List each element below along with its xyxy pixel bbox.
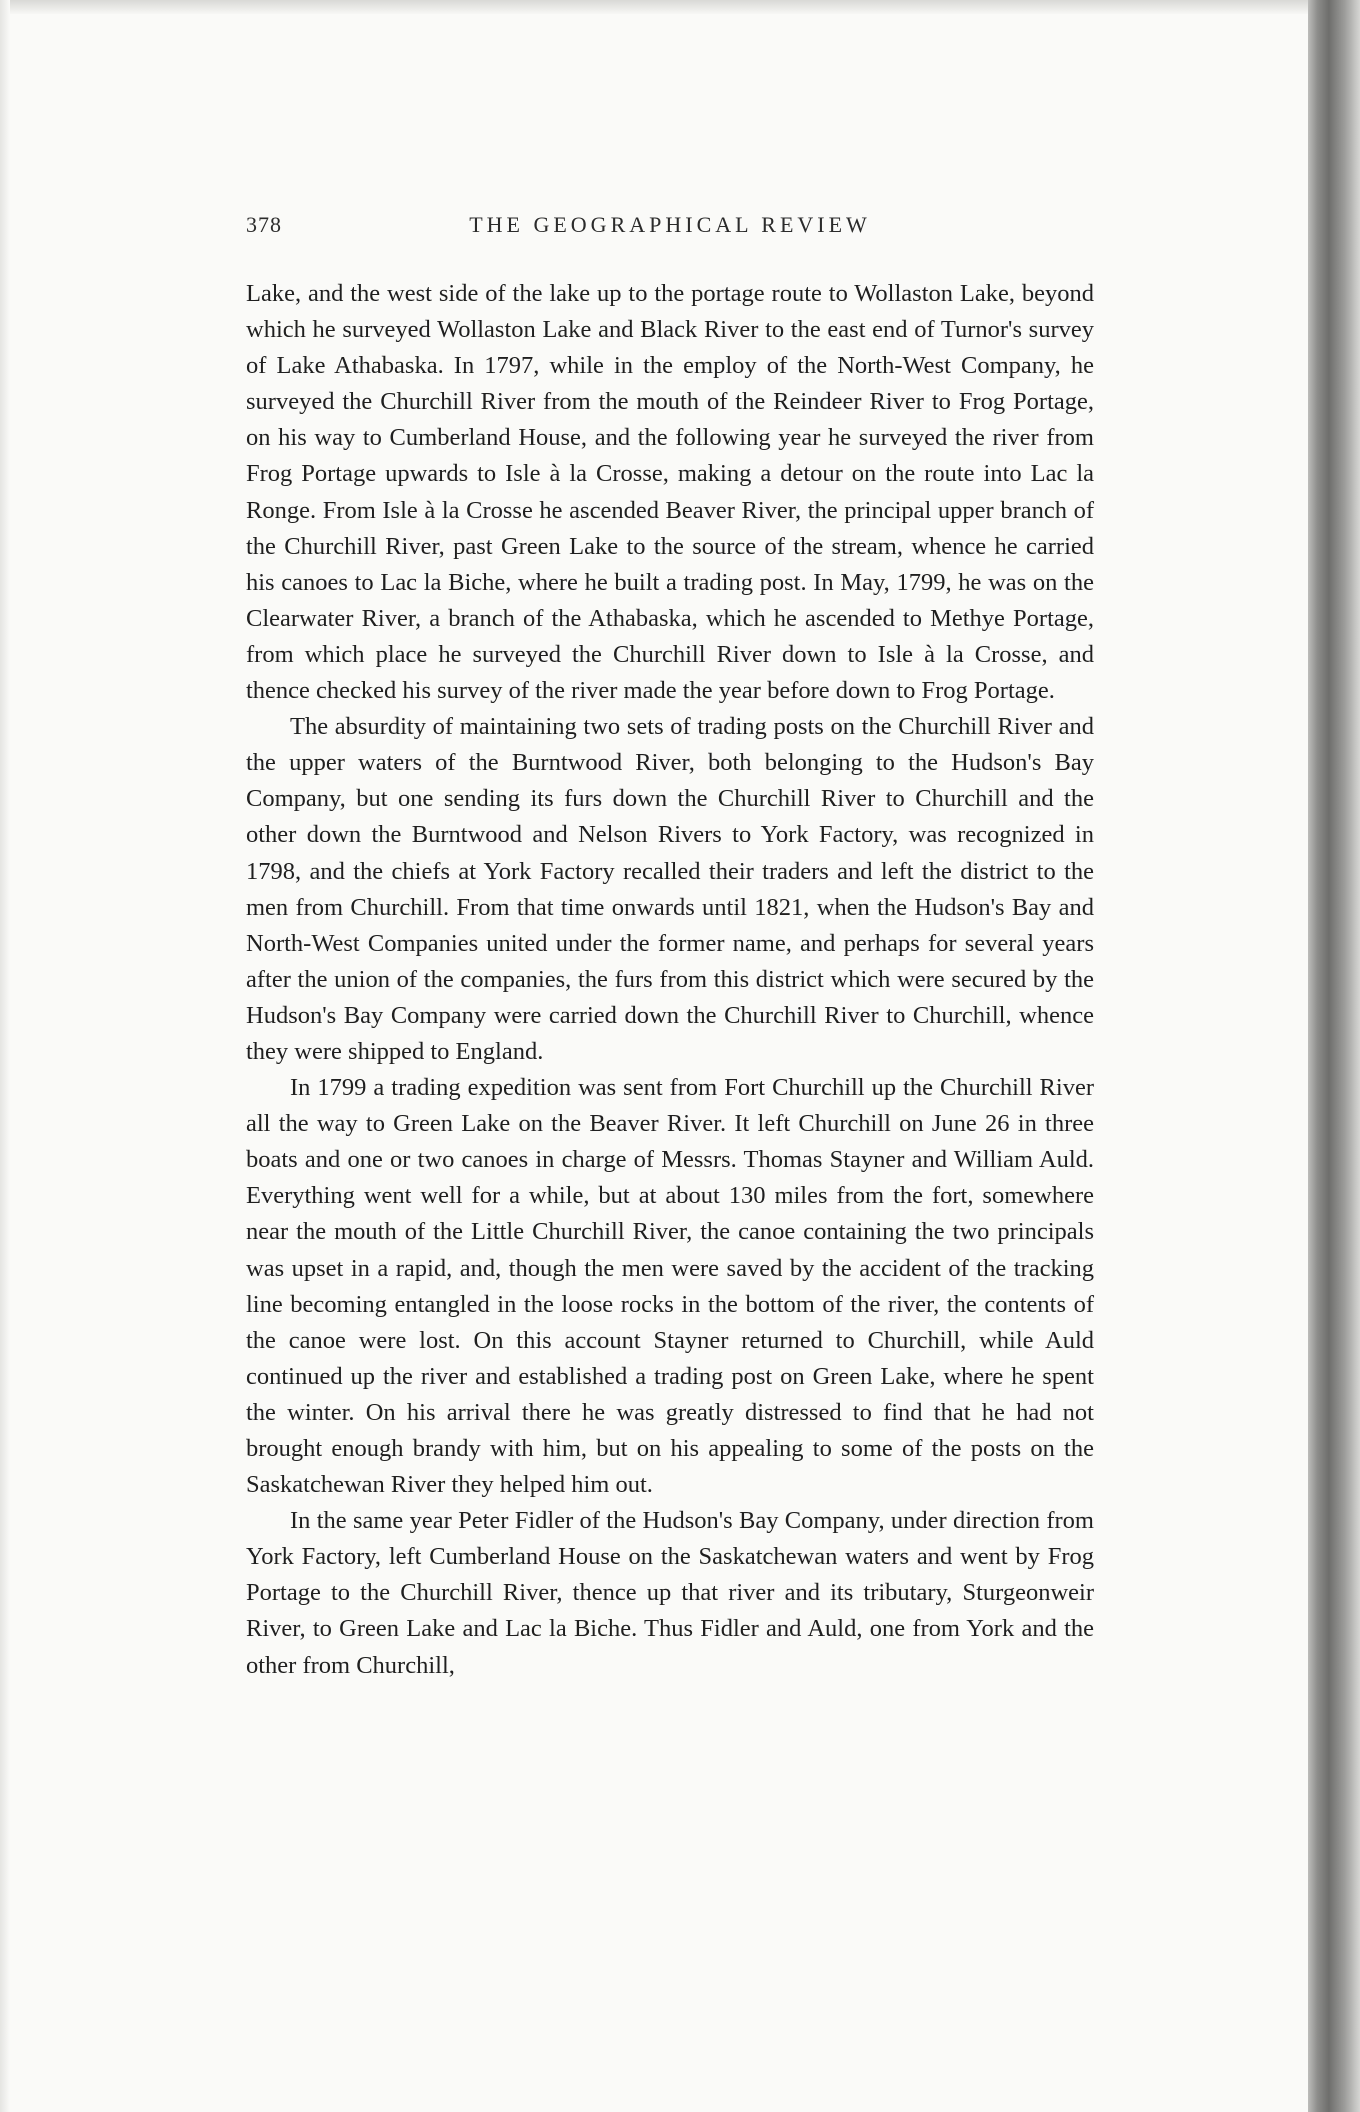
paragraph-4: In the same year Peter Fidler of the Hudson's Bay Company, under direction from York Factory, left Cumberland House on the Saskatchewan waters and went by Frog Portage to the Churchill River, thence up that river and its tributary, Sturgeonweir River, to Green Lake and Lac la Biche. Thus Fidler and Auld, one from York and the other from Churchill,: [246, 1507, 1094, 1679]
book-spine-shadow: [1308, 0, 1360, 2112]
paragraph-1: Lake, and the west side of the lake up to the portage route to Wollaston Lake, beyond which he surveyed Wollaston Lake and Black River to the east end of Turnor's survey of Lake Athabaska. In 1797, while in the employ of the North-West Company, he surveyed the Churchill River from the mouth of the Reindeer River to Frog Portage, on his way to Cumberland House, and the following year he surveyed the river from Frog Portage upwards to Isle à la Crosse, making a detour on the route into Lac la Ronge. From Isle à la Crosse he ascended Beaver River, the principal upper branch of the Churchill River, past Green Lake to the source of the stream, whence he carried his canoes to Lac la Biche, where he built a trading post. In May, 1799, he was on the Clearwater River, a branch of the Athabaska, which he ascended to Methye Portage, from which place he surveyed the Churchill River down to Isle à la Crosse, and thence checked his survey of the river made the year before down to Frog Portage.: [246, 280, 1094, 705]
body-text: [246, 276, 1094, 1684]
running-head: THE GEOGRAPHICAL REVIEW: [469, 212, 871, 237]
page-top-edge: [0, 0, 1360, 14]
page-left-edge: [0, 0, 10, 2112]
paragraph-3: In 1799 a trading expedition was sent from Fort Churchill up the Churchill River all the way to Green Lake on the Beaver River. It left Churchill on June 26 in three boats and one or two canoes in charge of Messrs. Thomas Stayner and William Auld. Everything went well for a while, but at about 130 miles from the fort, somewhere near the mouth of the Little Churchill River, the canoe containing the two principals was upset in a rapid, and, though the men were saved by the accident of the tracking line becoming entangled in the loose rocks in the bottom of the river, the contents of the canoe were lost. On this account Stayner returned to Churchill, while Auld continued up the river and established a trading post on Green Lake, where he spent the winter. On his arrival there he was greatly distressed to find that he had not brought enough brandy with him, but on his appealing to some of the posts on the Saskatchewan River they helped him out.: [246, 1074, 1094, 1499]
page-header: [246, 212, 1094, 242]
page-number: 378: [246, 212, 282, 237]
paragraph-2: The absurdity of maintaining two sets of trading posts on the Churchill River and the upper waters of the Burntwood River, both belonging to the Hudson's Bay Company, but one sending its furs down the Churchill River to Churchill and the other down the Burntwood and Nelson Rivers to York Factory, was recognized in 1798, and the chiefs at York Factory recalled their traders and left the district to the men from Churchill. From that time onwards until 1821, when the Hudson's Bay and North-West Companies united under the former name, and perhaps for several years after the union of the companies, the furs from this district which were secured by the Hudson's Bay Company were carried down the Churchill River to Churchill, whence they were shipped to England.: [246, 713, 1094, 1065]
